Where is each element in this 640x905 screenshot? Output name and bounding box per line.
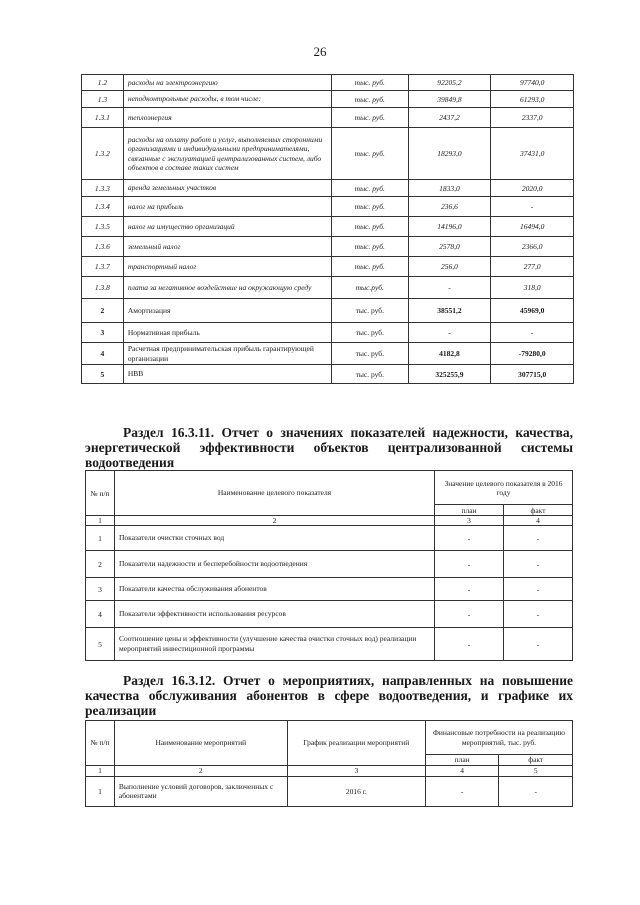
cell-v2: 61293,0: [491, 91, 574, 108]
cell-name: Нормативная прибыль: [123, 323, 331, 343]
cell-unit: тыс. руб.: [331, 237, 408, 257]
cell-v1: 1833,0: [408, 180, 491, 197]
cell-v2: 2366,0: [491, 237, 574, 257]
cell-fact: -: [504, 526, 573, 551]
table-row: [82, 277, 574, 299]
cell-unit: тыс. руб.: [331, 108, 408, 128]
cell-num: 1.3.4: [82, 197, 124, 217]
cell-unit: тыс. руб.: [331, 257, 408, 277]
header-fact: факт: [504, 505, 573, 516]
table-row: [82, 365, 574, 384]
table-row: [82, 217, 574, 237]
cell-name: Расчетная предпринимательская прибыль гарантирующей организации: [123, 343, 331, 365]
cell-name: земельный налог: [123, 237, 331, 257]
cell-v2: 97740,0: [491, 75, 574, 91]
cell-v1: 256,0: [408, 257, 491, 277]
header-plan: план: [425, 755, 499, 766]
table-row: [82, 108, 574, 128]
cell-v1: 39849,8: [408, 91, 491, 108]
measures-table: [85, 720, 573, 807]
header-name: Наименование целевого показателя: [115, 471, 435, 516]
section-heading-16-3-12: Раздел 16.3.12. Отчет о мероприятиях, направленных на повышение качества обслуживания абонентов в сфере водоотведения, и графике их реализации: [85, 673, 573, 718]
table-row: [82, 237, 574, 257]
table-row: [86, 776, 573, 806]
cell-unit: тыс. руб.: [331, 128, 408, 180]
cell-v1: 92205,2: [408, 75, 491, 91]
cell-name: Показатели надежности и бесперебойности водоотведения: [115, 551, 435, 578]
cell-name: Показатели эффективности использования ресурсов: [115, 601, 435, 628]
cell-num: 1: [86, 776, 115, 806]
index-cell: 4: [504, 516, 573, 526]
cell-name: неподконтрольные расходы, в том числе:: [123, 91, 331, 108]
index-cell: 1: [86, 766, 115, 777]
cell-num: 4: [86, 601, 115, 628]
header-schedule: График реализации мероприятий: [287, 721, 425, 766]
cell-v1: 4182,8: [408, 343, 491, 365]
table-header-row: [86, 471, 573, 505]
table-row: [82, 128, 574, 180]
cell-name: расходы на оплату работ и услуг, выполняемых сторонними организациями и индивидуальными предпринимателями, связанные с эксплуатацией централизованных систем, либо объектов в составе таких систем: [123, 128, 331, 180]
header-name: Наименование мероприятий: [114, 721, 287, 766]
header-num: № п/п: [86, 721, 115, 766]
cell-fact: -: [504, 551, 573, 578]
cell-unit: тыс. руб.: [331, 75, 408, 91]
cell-v2: -79280,0: [491, 343, 574, 365]
cell-name: Показатели качества обслуживания абонентов: [115, 578, 435, 601]
cell-v2: -: [491, 323, 574, 343]
cell-v2: 318,0: [491, 277, 574, 299]
cell-num: 1.3.3: [82, 180, 124, 197]
cell-num: 1.3.8: [82, 277, 124, 299]
cell-name: Показатели очистки сточных вод: [115, 526, 435, 551]
cell-plan: -: [435, 601, 504, 628]
table-row: [86, 526, 573, 551]
cell-v1: 14196,0: [408, 217, 491, 237]
cell-num: 1.3.6: [82, 237, 124, 257]
cell-plan: -: [435, 578, 504, 601]
cell-unit: тыс. руб.: [331, 91, 408, 108]
table-row: [86, 551, 573, 578]
cell-num: 3: [86, 578, 115, 601]
cell-v2: 16494,0: [491, 217, 574, 237]
cell-fact: -: [499, 776, 573, 806]
cell-unit: тыс. руб.: [331, 365, 408, 384]
cell-num: 1.3: [82, 91, 124, 108]
cell-v1: 38551,2: [408, 299, 491, 323]
cell-schedule: 2016 г.: [287, 776, 425, 806]
cell-v1: 2578,0: [408, 237, 491, 257]
header-finance: Финансовые потребности на реализацию мероприятий, тыс. руб.: [425, 721, 572, 755]
cell-unit: тыс. руб.: [331, 343, 408, 365]
cell-num: 1.3.1: [82, 108, 124, 128]
page-number: 26: [313, 44, 327, 59]
cell-v1: -: [408, 323, 491, 343]
financial-table: [81, 74, 574, 384]
cell-fact: -: [504, 601, 573, 628]
cell-name: аренда земельных участков: [123, 180, 331, 197]
index-cell: 4: [425, 766, 499, 777]
cell-fact: -: [504, 578, 573, 601]
cell-v2: -: [491, 197, 574, 217]
table-row: [82, 180, 574, 197]
index-cell: 2: [114, 766, 287, 777]
cell-v2: 307715,0: [491, 365, 574, 384]
cell-unit: тыс. руб.: [331, 217, 408, 237]
cell-plan: -: [435, 526, 504, 551]
section-heading-16-3-11: Раздел 16.3.11. Отчет о значениях показателей надежности, качества, энергетической эффективности объектов централизованной системы водоотведения: [85, 425, 573, 470]
table-row: [82, 257, 574, 277]
cell-v1: 18293,0: [408, 128, 491, 180]
cell-num: 3: [82, 323, 124, 343]
cell-name: НВВ: [123, 365, 331, 384]
index-cell: 3: [287, 766, 425, 777]
table-row: [82, 75, 574, 91]
cell-unit: тыс. руб.: [331, 197, 408, 217]
cell-name: теплоэнергия: [123, 108, 331, 128]
header-fact: факт: [499, 755, 573, 766]
cell-plan: -: [425, 776, 499, 806]
cell-plan: -: [435, 551, 504, 578]
cell-name: транспортный налог: [123, 257, 331, 277]
cell-v2: 45969,0: [491, 299, 574, 323]
cell-plan: -: [435, 628, 504, 661]
cell-unit: тыс. руб.: [331, 299, 408, 323]
cell-unit: тыс.руб.: [331, 277, 408, 299]
cell-num: 5: [82, 365, 124, 384]
table-row: [82, 323, 574, 343]
cell-name: налог на имущество организаций: [123, 217, 331, 237]
indicators-table: [85, 470, 573, 661]
cell-name: налог на прибыль: [123, 197, 331, 217]
cell-v1: 2437,2: [408, 108, 491, 128]
cell-num: 1.3.7: [82, 257, 124, 277]
cell-v1: -: [408, 277, 491, 299]
table-header-row: [86, 721, 573, 755]
cell-v2: 2020,0: [491, 180, 574, 197]
cell-name: плата за негативное воздействие на окружающую среду: [123, 277, 331, 299]
cell-unit: тыс. руб.: [331, 180, 408, 197]
header-num: № п/п: [86, 471, 115, 516]
cell-num: 1.3.5: [82, 217, 124, 237]
table-row: [82, 343, 574, 365]
cell-name: Выполнение условий договоров, заключенных с абонентами: [114, 776, 287, 806]
header-value: Значение целевого показателя в 2016 году: [435, 471, 573, 505]
cell-name: Соотношение цены и эффективности (улучшение качества очистки сточных вод) реализации мероприятий инвестиционной программы: [115, 628, 435, 661]
cell-name: Амортизация: [123, 299, 331, 323]
cell-v1: 236,6: [408, 197, 491, 217]
index-cell: 5: [499, 766, 573, 777]
index-cell: 1: [86, 516, 115, 526]
table-row: [82, 91, 574, 108]
cell-v2: 37431,0: [491, 128, 574, 180]
table-row: [86, 601, 573, 628]
cell-name: расходы на электроэнергию: [123, 75, 331, 91]
table-index-row: [86, 516, 573, 526]
cell-fact: -: [504, 628, 573, 661]
index-cell: 2: [115, 516, 435, 526]
cell-num: 4: [82, 343, 124, 365]
cell-unit: тыс. руб.: [331, 323, 408, 343]
cell-num: 5: [86, 628, 115, 661]
cell-v1: 325255,9: [408, 365, 491, 384]
cell-num: 2: [82, 299, 124, 323]
cell-num: 1: [86, 526, 115, 551]
table-row: [82, 299, 574, 323]
table-row: [82, 197, 574, 217]
cell-num: 1.3.2: [82, 128, 124, 180]
table-row: [86, 578, 573, 601]
header-plan: план: [435, 505, 504, 516]
cell-num: 1.2: [82, 75, 124, 91]
cell-num: 2: [86, 551, 115, 578]
table-index-row: [86, 766, 573, 777]
cell-v2: 2337,0: [491, 108, 574, 128]
cell-v2: 277,0: [491, 257, 574, 277]
index-cell: 3: [435, 516, 504, 526]
table-row: [86, 628, 573, 661]
